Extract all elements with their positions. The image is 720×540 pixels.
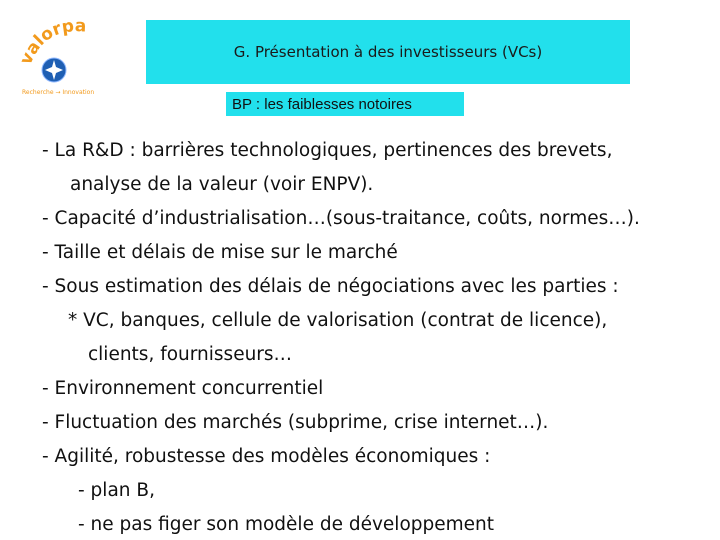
list-item: * VC, banques, cellule de valorisation (contrat de licence), <box>68 310 608 331</box>
list-item: - Sous estimation des délais de négociations avec les parties : <box>42 276 619 297</box>
list-item: - Agilité, robustesse des modèles économiques : <box>42 446 491 467</box>
slide-subtitle-text: BP : les faiblesses notoires <box>232 95 412 113</box>
svg-text:valorpaca: valorpa <box>16 18 87 68</box>
list-item: - ne pas figer son modèle de développement <box>78 514 495 535</box>
slide-title-text: G. Présentation à des investisseurs (VCs) <box>233 43 543 61</box>
list-item: - Fluctuation des marchés (subprime, crise internet…). <box>42 412 549 433</box>
list-item: - plan B, <box>78 480 155 501</box>
list-item: - La R&D : barrières technologiques, pertinences des brevets, <box>42 140 613 161</box>
list-item: - Taille et délais de mise sur le marché <box>42 242 398 263</box>
list-item: - Capacité d’industrialisation…(sous-traitance, coûts, normes…). <box>42 208 640 229</box>
svg-text:Recherche → Innovation: Recherche → Innovation <box>22 89 95 96</box>
slide-subtitle <box>226 92 464 116</box>
list-item: clients, fournisseurs… <box>88 344 293 365</box>
list-item: analyse de la valeur (voir ENPV). <box>70 174 374 195</box>
list-item: - Environnement concurrentiel <box>42 378 324 399</box>
slide-title <box>146 20 630 84</box>
valorpaca-logo <box>14 18 122 102</box>
